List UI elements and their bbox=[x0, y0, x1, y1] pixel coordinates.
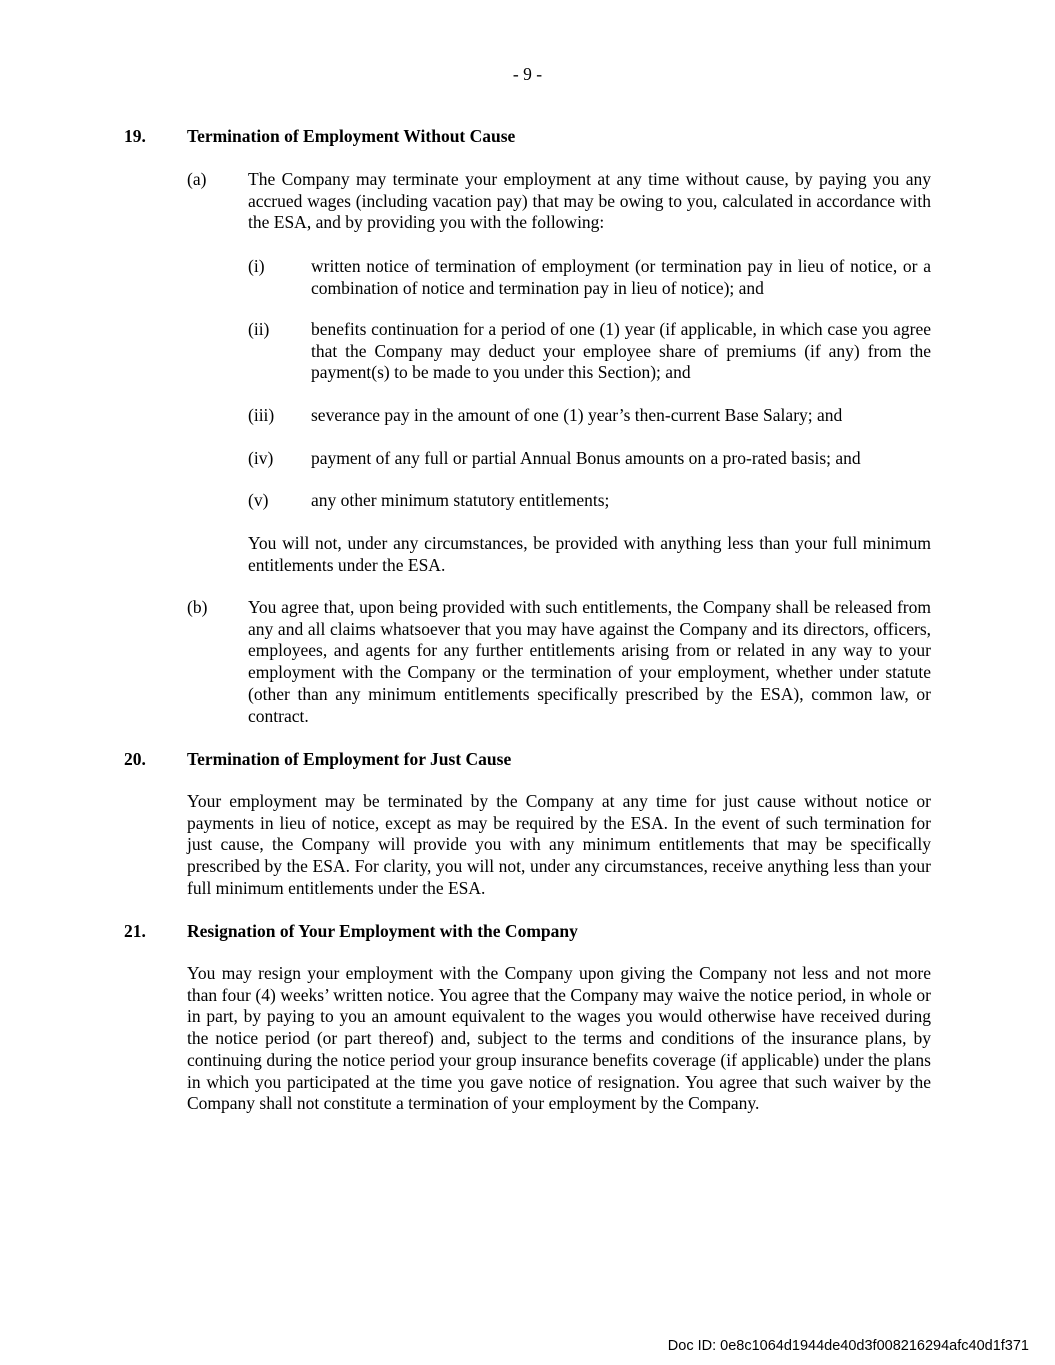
section-title: Termination of Employment Without Cause bbox=[187, 126, 516, 146]
clause-b-text: You agree that, upon being provided with such entitlements, the Company shall be released from any and all claims whatsoever that you may have against the Company and its directors, officers, employees, and agents for any further entitlements arising from or related in any way to your employment with the Company or the termination of your employment, whether under statute (other than any minimum entitlements specifically prescribed by the ESA), common law, or contract. bbox=[248, 597, 931, 726]
doc-id: Doc ID: 0e8c1064d1944de40d3f008216294afc40d1f371 bbox=[667, 1338, 1029, 1354]
item-v-label: (v) bbox=[248, 490, 269, 510]
item-iii-label: (iii) bbox=[248, 405, 275, 425]
section-20-body: Your employment may be terminated by the Company at any time for just cause without notice or payments in lieu of notice, except as may be required by the ESA. In the event of such termination for just cause, the Company will provide you with any minimum entitlements that may be specifically prescribed by the ESA. For clarity, you will not, under any circumstances, receive anything less than your full minimum entitlements under the ESA. bbox=[187, 791, 931, 898]
clause-b-label: (b) bbox=[187, 597, 208, 617]
section-title: Termination of Employment for Just Cause bbox=[187, 749, 512, 769]
section-number: 20. bbox=[124, 749, 146, 769]
section-number: 21. bbox=[124, 921, 146, 941]
clause-a-text: The Company may terminate your employment at any time without cause, by paying you any accrued wages (including vacation pay) that may be owing to you, calculated in accordance with the ESA, and by providing you with the following: bbox=[248, 169, 931, 233]
item-ii-text: benefits continuation for a period of one (1) year (if applicable, in which case you agree that the Company may deduct your employee share of premiums (if any) from the payment(s) to be made to you under this Section); and bbox=[311, 319, 931, 383]
clause-a-closing: You will not, under any circumstances, be provided with anything less than your full minimum entitlements under the ESA. bbox=[248, 533, 931, 575]
item-iv-text: payment of any full or partial Annual Bonus amounts on a pro-rated basis; and bbox=[311, 448, 861, 468]
item-ii-label: (ii) bbox=[248, 319, 270, 339]
section-title: Resignation of Your Employment with the Company bbox=[187, 921, 578, 941]
item-iv-label: (iv) bbox=[248, 448, 274, 468]
page-number: - 9 - bbox=[512, 64, 543, 84]
item-iii-text: severance pay in the amount of one (1) year’s then-current Base Salary; and bbox=[311, 405, 843, 425]
section-21-body: You may resign your employment with the Company upon giving the Company not less and not more than four (4) weeks’ written notice. You agree that the Company may waive the notice period, in whole or in part, by paying to you an amount equivalent to the wages you would otherwise have received during the notice period (or part thereof) and, subject to the terms and conditions of the insurance plans, by continuing during the notice period your group insurance benefits coverage (if applicable) under the plans in which you participated at the time you gave notice of resignation. You agree that such waiver by the Company shall not constitute a termination of your employment by the Company. bbox=[187, 963, 931, 1114]
item-v-text: any other minimum statutory entitlements; bbox=[311, 490, 610, 510]
section-number: 19. bbox=[124, 126, 146, 146]
item-i-label: (i) bbox=[248, 256, 265, 276]
clause-a-label: (a) bbox=[187, 169, 207, 189]
item-i-text: written notice of termination of employment (or termination pay in lieu of notice, or a combination of notice and termination pay in lieu of notice); and bbox=[311, 256, 931, 298]
